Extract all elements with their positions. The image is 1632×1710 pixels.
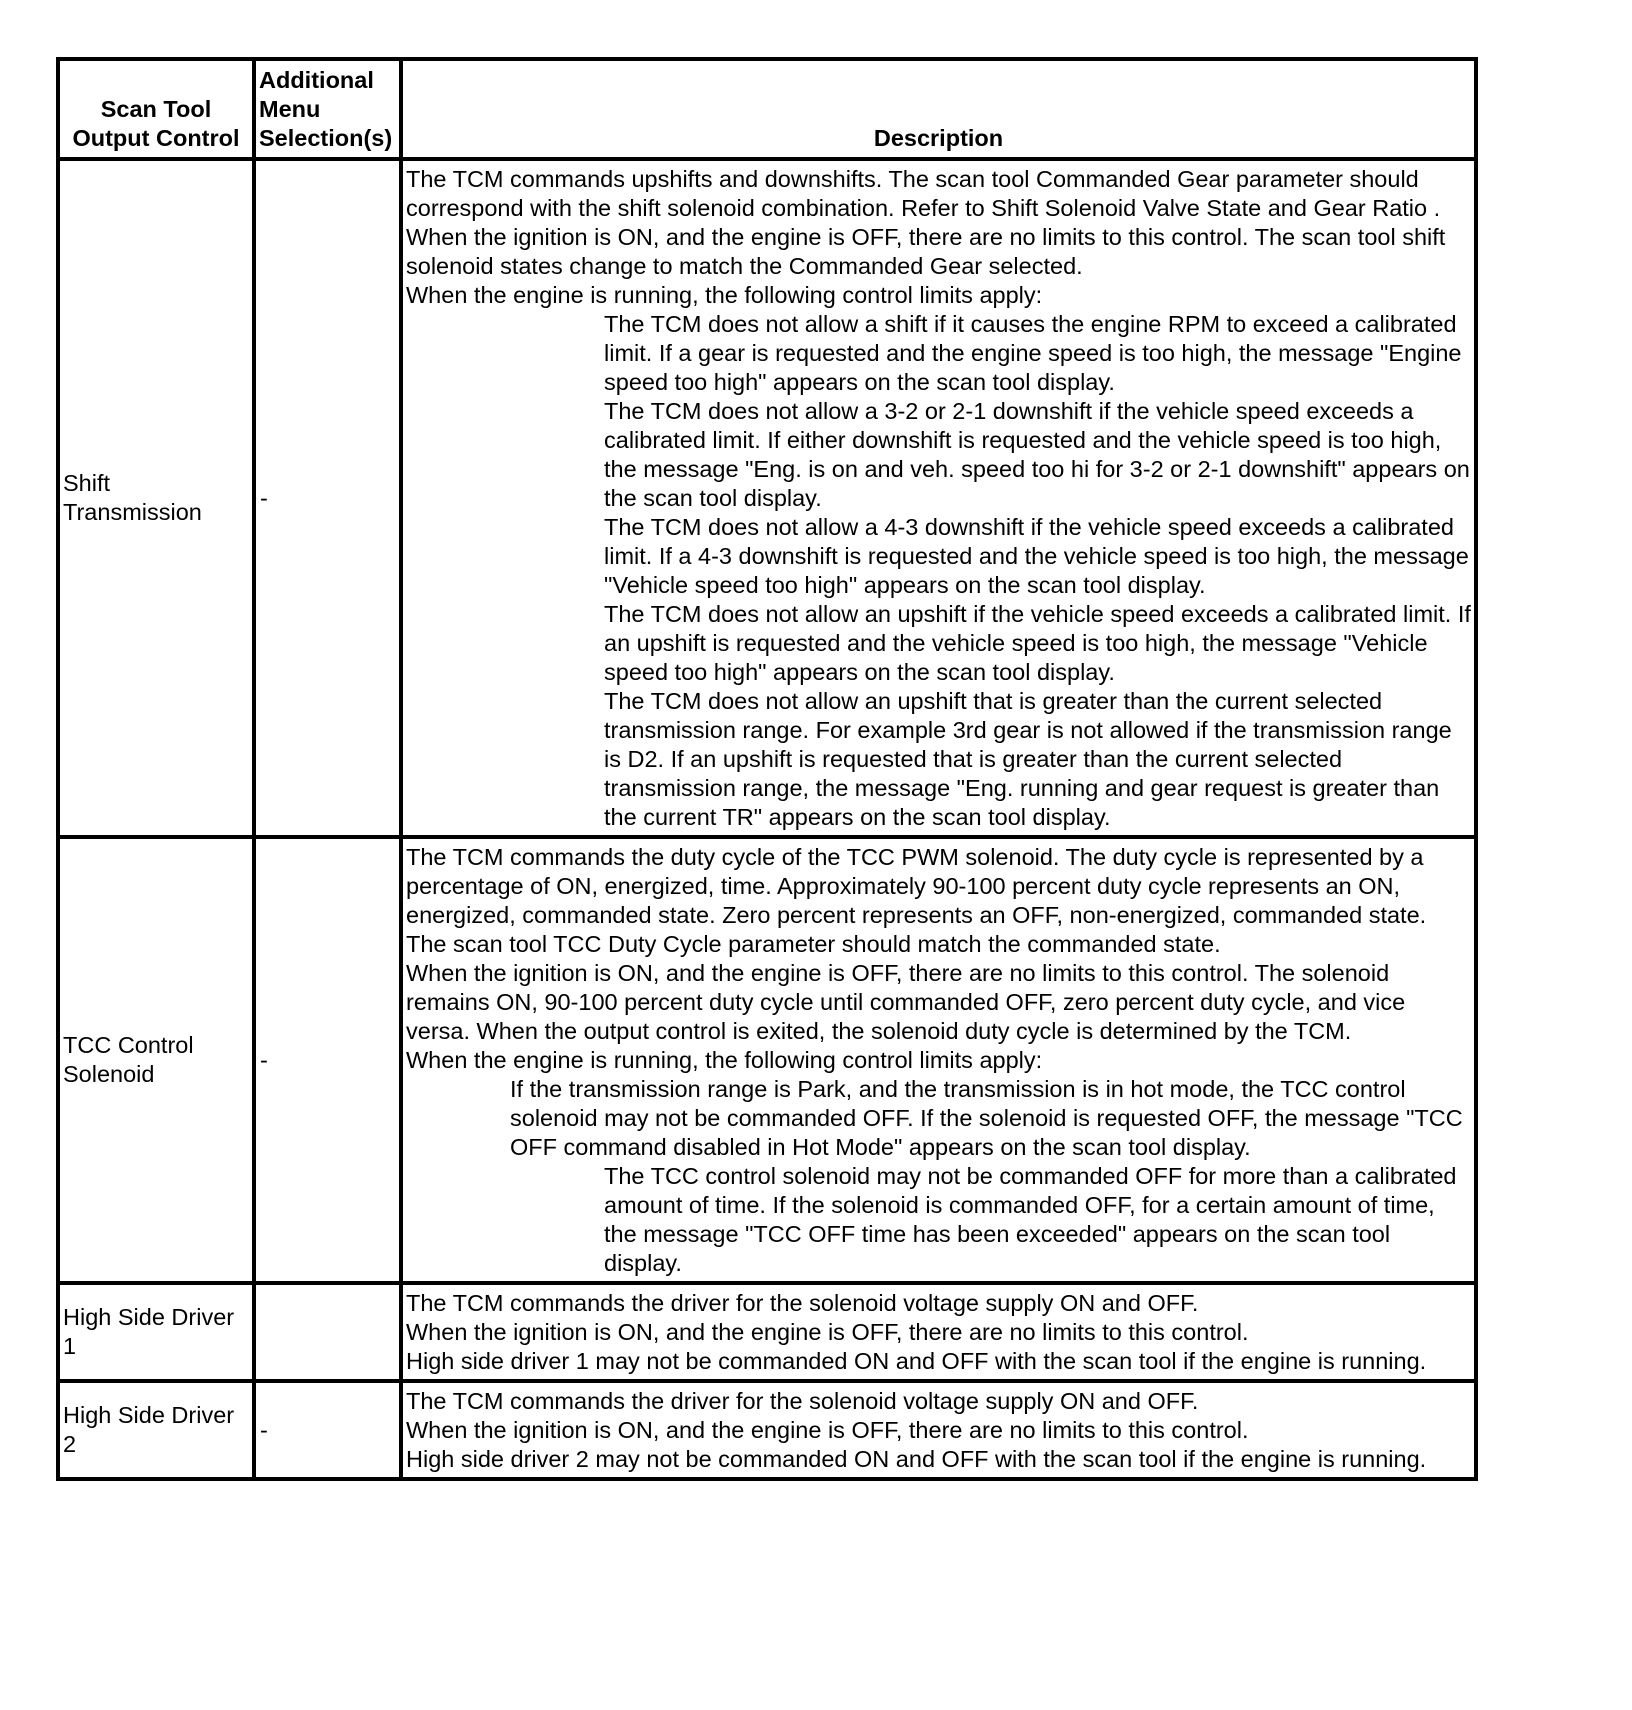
description-paragraph: High side driver 1 may not be commanded ON and OFF with the scan tool if the engine is running.: [406, 1348, 1427, 1374]
description-paragraph: When the ignition is ON, and the engine is OFF, there are no limits to this control. The scan tool shift solenoid states change to match the Commanded Gear selected.: [406, 224, 1446, 279]
control-cell: Shift Transmission: [58, 159, 254, 837]
menu-cell: [254, 1283, 401, 1381]
description-paragraph: The TCM commands the driver for the solenoid voltage supply ON and OFF.: [406, 1290, 1199, 1316]
description-paragraph: The TCM commands the duty cycle of the TCC PWM solenoid. The duty cycle is represented by a percentage of ON, energized, time. Approximately 90-100 percent duty cycle represents an ON, energized, commanded state. Zero percent represents an OFF, non-energized, commanded state. The scan tool TCC Duty Cycle parameter should match the commanded state.: [406, 844, 1427, 957]
control-limit-item: The TCM does not allow a shift if it causes the engine RPM to exceed a calibrated limit. If a gear is requested and the engine speed is too high, the message "Engine speed too high" appears on the scan tool display.: [604, 311, 1462, 395]
description-paragraph: When the ignition is ON, and the engine is OFF, there are no limits to this control.: [406, 1319, 1249, 1345]
description-paragraph: The TCM commands upshifts and downshifts. The scan tool Commanded Gear parameter should correspond with the shift solenoid combination. Refer to Shift Solenoid Valve State and Gear Ratio .: [406, 166, 1441, 221]
row-high-side-driver-1: [58, 1283, 1476, 1381]
header-additional-menu-selections: Additional Menu Selection(s): [254, 59, 401, 159]
description-paragraph: The TCM commands the driver for the solenoid voltage supply ON and OFF.: [406, 1388, 1199, 1414]
description-paragraph: When the ignition is ON, and the engine is OFF, there are no limits to this control. The solenoid remains ON, 90-100 percent duty cycle until commanded OFF, zero percent duty cycle, and vice versa. When the output control is exited, the solenoid duty cycle is determined by the TCM.: [406, 960, 1406, 1044]
description-cell: [401, 159, 1476, 837]
menu-cell: -: [254, 837, 401, 1283]
control-limit-item: The TCM does not allow a 4-3 downshift if the vehicle speed exceeds a calibrated limit. If a 4-3 downshift is requested and the vehicle speed is too high, the message "Vehicle speed too high" appears on the scan tool display.: [604, 514, 1469, 598]
control-cell: High Side Driver 2: [58, 1381, 254, 1479]
description-paragraph: When the engine is running, the following control limits apply:: [406, 1047, 1043, 1073]
row-shift-transmission: [58, 159, 1476, 837]
description-cell: [401, 1283, 1476, 1381]
control-limit-item: If the transmission range is Park, and the transmission is in hot mode, the TCC control solenoid may not be commanded OFF. If the solenoid is requested OFF, the message "TCC OFF command disabled in Hot Mode" appears on the scan tool display.: [510, 1076, 1463, 1160]
control-limit-item: The TCM does not allow an upshift that is greater than the current selected transmission range. For example 3rd gear is not allowed if the transmission range is D2. If an upshift is requested that is greater than the current selected transmission range, the message "Eng. running and gear request is greater than the current TR" appears on the scan tool display.: [604, 688, 1452, 830]
menu-cell: -: [254, 159, 401, 837]
control-limit-item: The TCC control solenoid may not be commanded OFF for more than a calibrated amount of time. If the solenoid is commanded OFF, for a certain amount of time, the message "TCC OFF time has been exceeded" appears on the scan tool display.: [604, 1163, 1457, 1276]
header-row: [58, 59, 1476, 159]
description-cell: [401, 1381, 1476, 1479]
menu-cell: -: [254, 1381, 401, 1479]
control-cell: TCC Control Solenoid: [58, 837, 254, 1283]
control-limit-item: The TCM does not allow a 3-2 or 2-1 downshift if the vehicle speed exceeds a calibrated limit. If either downshift is requested and the vehicle speed is too high, the message "Eng. is on and veh. speed too hi for 3-2 or 2-1 downshift" appears on the scan tool display.: [604, 398, 1470, 511]
description-paragraph: When the ignition is ON, and the engine is OFF, there are no limits to this control.: [406, 1417, 1249, 1443]
header-scan-tool-output-control: Scan Tool Output Control: [58, 59, 254, 159]
description-cell: [401, 837, 1476, 1283]
description-paragraph: High side driver 2 may not be commanded ON and OFF with the scan tool if the engine is running.: [406, 1446, 1427, 1472]
description-paragraph: When the engine is running, the following control limits apply:: [406, 282, 1043, 308]
row-tcc-control-solenoid: [58, 837, 1476, 1283]
control-limit-item: The TCM does not allow an upshift if the vehicle speed exceeds a calibrated limit. If an upshift is requested and the vehicle speed is too high, the message "Vehicle speed too high" appears on the scan tool display.: [604, 601, 1471, 685]
control-cell: High Side Driver 1: [58, 1283, 254, 1381]
output-control-table: [56, 57, 1478, 1481]
row-high-side-driver-2: [58, 1381, 1476, 1479]
header-description: Description: [401, 59, 1476, 159]
